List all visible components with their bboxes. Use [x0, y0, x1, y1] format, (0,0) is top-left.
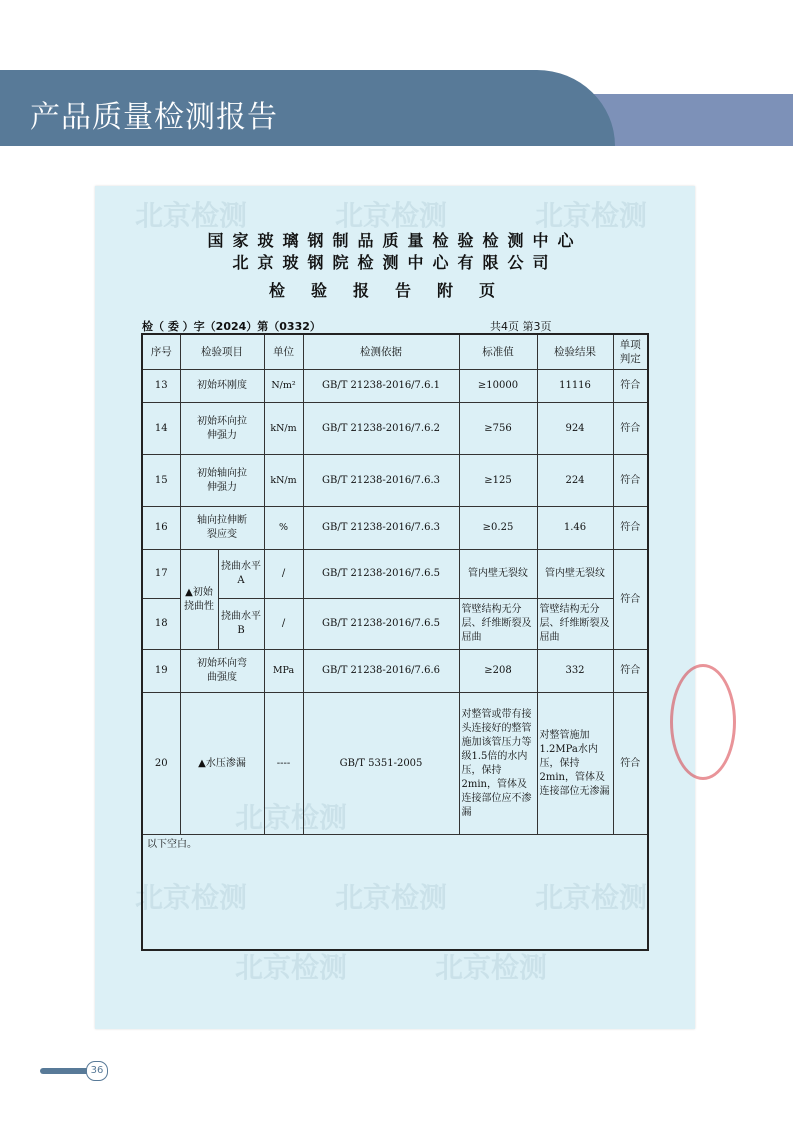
unit: N/m²: [264, 370, 303, 403]
test-basis: GB/T 21238-2016/7.6.2: [303, 403, 459, 455]
table-row: [142, 650, 648, 693]
watermark: 北京检测: [535, 881, 648, 914]
page-title: 产品质量检测报告: [30, 100, 278, 135]
appendix-title: 检验报告附页: [268, 281, 521, 300]
test-item: ▲水压渗漏: [180, 693, 264, 835]
column-header: 检验项目: [180, 334, 264, 370]
test-basis: GB/T 21238-2016/7.6.3: [303, 507, 459, 550]
test-basis: GB/T 21238-2016/7.6.3: [303, 455, 459, 507]
column-header: 单位: [264, 334, 303, 370]
inspection-results-table: [141, 333, 649, 951]
table-header-row: [142, 334, 648, 370]
verdict: 符合: [613, 693, 648, 835]
page-count: 共4页 第3页: [490, 320, 552, 333]
table-note-row: [142, 835, 648, 951]
verdict: 符合: [613, 550, 648, 650]
column-header: 单项判定: [613, 334, 648, 370]
standard-value: ≥0.25: [459, 507, 537, 550]
row-number: 18: [142, 599, 180, 650]
row-number: 15: [142, 455, 180, 507]
red-seal-stamp: [670, 664, 736, 780]
table-row: [142, 403, 648, 455]
scanned-report-page: [95, 186, 695, 1029]
test-basis: GB/T 21238-2016/7.6.6: [303, 650, 459, 693]
test-result: 924: [537, 403, 613, 455]
test-result: 管壁结构无分层、纤维断裂及屈曲: [537, 599, 613, 650]
verdict: 符合: [613, 403, 648, 455]
footer-accent-bar: [40, 1068, 88, 1074]
org-name-line-1: 国家玻璃钢制品质量检验检测中心: [207, 231, 583, 250]
test-item: 初始环刚度: [180, 370, 264, 403]
test-item: 初始环向拉伸强力: [180, 403, 264, 455]
table-row: [142, 455, 648, 507]
standard-value: ≥10000: [459, 370, 537, 403]
column-header: 检验结果: [537, 334, 613, 370]
watermark: 北京检测: [535, 199, 648, 232]
watermark: 北京检测: [335, 199, 448, 232]
unit: kN/m: [264, 455, 303, 507]
test-basis: GB/T 5351-2005: [303, 693, 459, 835]
verdict: 符合: [613, 455, 648, 507]
test-basis: GB/T 21238-2016/7.6.5: [303, 599, 459, 650]
test-group: ▲初始挠曲性: [180, 550, 218, 650]
standard-value: 管内壁无裂纹: [459, 550, 537, 599]
row-number: 14: [142, 403, 180, 455]
standard-value: 管壁结构无分层、纤维断裂及屈曲: [459, 599, 537, 650]
standard-value: ≥125: [459, 455, 537, 507]
unit: MPa: [264, 650, 303, 693]
watermark: 北京检测: [235, 951, 348, 984]
unit: ----: [264, 693, 303, 835]
verdict: 符合: [613, 650, 648, 693]
test-result: 11116: [537, 370, 613, 403]
column-header: 标准值: [459, 334, 537, 370]
test-result: 332: [537, 650, 613, 693]
watermark: 北京检测: [235, 801, 348, 834]
unit: %: [264, 507, 303, 550]
test-basis: GB/T 21238-2016/7.6.1: [303, 370, 459, 403]
watermark: 北京检测: [435, 951, 548, 984]
column-header: 检测依据: [303, 334, 459, 370]
test-item: 挠曲水平B: [218, 599, 264, 650]
watermark: 北京检测: [135, 199, 248, 232]
unit: /: [264, 550, 303, 599]
table-row: [142, 507, 648, 550]
report-heading: [95, 230, 695, 302]
unit: /: [264, 599, 303, 650]
table-row: [142, 370, 648, 403]
page-number: 36: [86, 1061, 108, 1081]
test-item: 轴向拉伸断裂应变: [180, 507, 264, 550]
standard-value: 对整管或带有接头连接好的整管施加该管压力等级1.5倍的水内压，保持2min，管体及连接部位应不渗漏: [459, 693, 537, 835]
test-result: 224: [537, 455, 613, 507]
row-number: 20: [142, 693, 180, 835]
report-reference-number: 检（ 委 ）字（2024）第（0332）: [142, 320, 321, 333]
row-number: 19: [142, 650, 180, 693]
header-banner: [0, 70, 615, 146]
watermark: 北京检测: [335, 881, 448, 914]
column-header: 序号: [142, 334, 180, 370]
test-result: 对整管施加1.2MPa水内压，保持2min，管体及连接部位无渗漏: [537, 693, 613, 835]
verdict: 符合: [613, 370, 648, 403]
standard-value: ≥756: [459, 403, 537, 455]
table-row: [142, 550, 648, 599]
test-item: 初始环向弯曲强度: [180, 650, 264, 693]
test-result: 1.46: [537, 507, 613, 550]
standard-value: ≥208: [459, 650, 537, 693]
org-name-line-2: 北京玻钢院检测中心有限公司: [232, 253, 558, 272]
blank-below-note: 以下空白。: [142, 835, 648, 951]
table-row: [142, 693, 648, 835]
test-item: 初始轴向拉伸强力: [180, 455, 264, 507]
watermark: 北京检测: [135, 881, 248, 914]
row-number: 13: [142, 370, 180, 403]
row-number: 16: [142, 507, 180, 550]
table-row: [142, 599, 648, 650]
test-result: 管内壁无裂纹: [537, 550, 613, 599]
row-number: 17: [142, 550, 180, 599]
test-item: 挠曲水平A: [218, 550, 264, 599]
unit: kN/m: [264, 403, 303, 455]
verdict: 符合: [613, 507, 648, 550]
test-basis: GB/T 21238-2016/7.6.5: [303, 550, 459, 599]
